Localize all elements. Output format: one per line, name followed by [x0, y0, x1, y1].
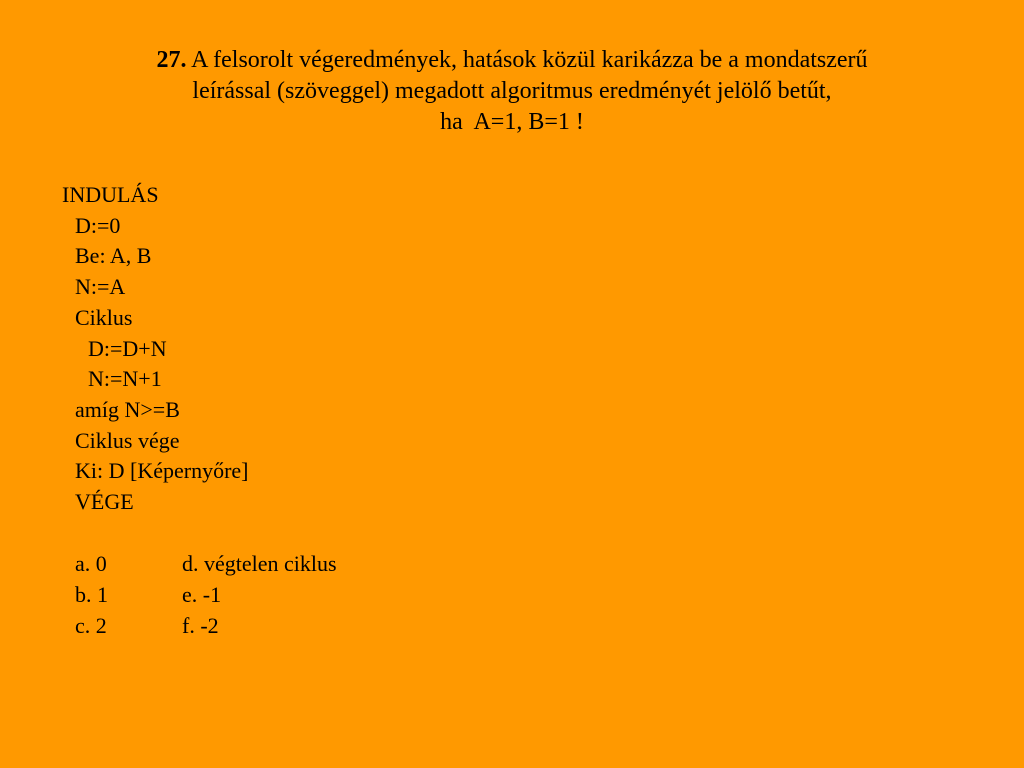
question-line-1 — [60, 45, 964, 76]
question-line-1-text: A felsorolt végeredmények, hatások közül karikázza be a mondatszerű — [186, 47, 868, 73]
answer-option-e[interactable]: e. -1 — [182, 582, 222, 607]
answer-options — [75, 548, 337, 641]
algorithm-line-increment: N:=N+1 — [88, 366, 162, 392]
algorithm-line-init-n: N:=A — [75, 274, 126, 300]
answer-row — [75, 610, 337, 641]
algorithm-block — [62, 180, 249, 518]
algorithm-line-end: VÉGE — [75, 489, 134, 515]
algorithm-line-start: INDULÁS — [62, 182, 159, 207]
answer-option-f[interactable]: f. -2 — [182, 613, 219, 638]
answer-option-a[interactable]: a. 0 — [75, 551, 107, 576]
answer-option-d[interactable]: d. végtelen ciklus — [182, 551, 337, 576]
answer-row — [75, 548, 337, 579]
question-text — [60, 45, 964, 138]
question-number: 27. — [156, 47, 187, 73]
algorithm-line-output: Ki: D [Képernyőre] — [75, 458, 249, 484]
answer-option-c[interactable]: c. 2 — [75, 613, 107, 638]
algorithm-line-loop-start: Ciklus — [75, 304, 133, 330]
algorithm-line-add: D:=D+N — [88, 335, 167, 361]
algorithm-line-input: Be: A, B — [75, 243, 152, 269]
algorithm-line-init-d: D:=0 — [75, 212, 121, 238]
question-line-3: ha A=1, B=1 ! — [440, 109, 584, 135]
algorithm-line-condition: amíg N>=B — [75, 396, 180, 422]
question-line-2: leírással (szöveggel) megadott algoritmus eredményét jelölő betűt, — [192, 78, 832, 104]
algorithm-line-loop-end: Ciklus vége — [75, 427, 180, 453]
answer-row — [75, 579, 337, 610]
answer-option-b[interactable]: b. 1 — [75, 582, 108, 607]
